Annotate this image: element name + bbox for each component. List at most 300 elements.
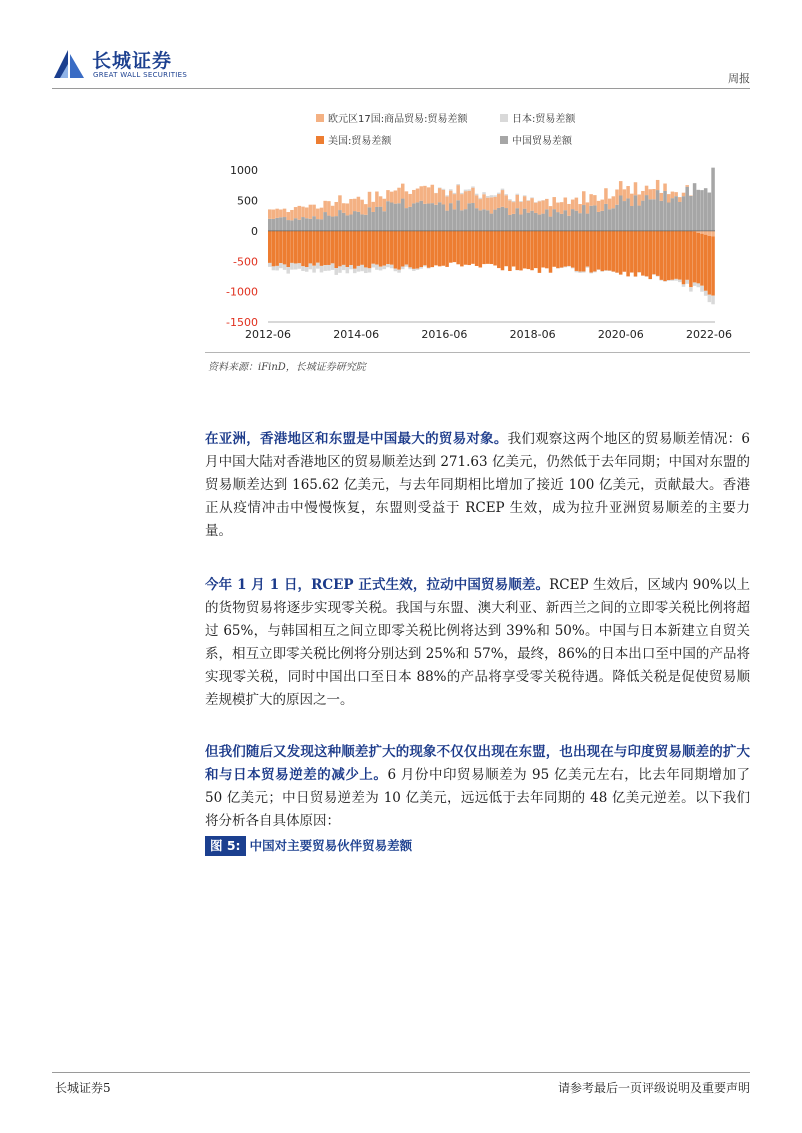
bar-us (368, 231, 372, 268)
bar-us (641, 231, 645, 276)
bar-china (323, 212, 327, 231)
bar-us (383, 231, 387, 266)
bar-china (667, 202, 671, 230)
bar-china (612, 208, 616, 231)
bar-japan (423, 265, 427, 266)
bar-japan (353, 269, 357, 273)
bar-us (471, 231, 475, 264)
bar-japan (593, 271, 597, 272)
bar-euro (427, 187, 431, 203)
bar-euro (482, 194, 486, 209)
bar-euro (290, 210, 294, 220)
bar-us (279, 231, 283, 263)
bar-euro (442, 190, 446, 205)
bar-euro (615, 189, 619, 204)
bar-japan (371, 264, 375, 268)
bar-china (623, 201, 627, 231)
bar-japan (290, 263, 294, 270)
bar-euro (471, 188, 475, 203)
bar-china (449, 203, 453, 231)
bar-japan (571, 268, 575, 269)
bar-china (549, 217, 553, 231)
bar-china (394, 204, 398, 231)
bar-us (519, 231, 523, 271)
bar-china (479, 210, 483, 231)
bar-china (442, 204, 446, 230)
bar-china (552, 209, 556, 231)
bar-china (649, 199, 653, 231)
bar-us (619, 231, 623, 275)
bar-japan (497, 193, 501, 194)
x-tick-label: 2012-06 (245, 328, 291, 341)
bar-us (545, 231, 549, 268)
bar-us (497, 231, 501, 268)
bar-china (286, 220, 290, 231)
bar-euro (423, 186, 427, 204)
bar-china (327, 216, 331, 231)
legend-label: 欧元区17国:商品贸易:贸易差额 (328, 114, 468, 125)
bar-euro (626, 186, 630, 198)
bar-us (649, 231, 653, 279)
bar-us (283, 231, 287, 265)
bar-euro (608, 199, 612, 210)
bar-china (589, 206, 593, 231)
bar-euro (431, 185, 435, 203)
bar-china (268, 219, 272, 231)
bar-us (593, 231, 597, 272)
bar-euro (501, 190, 505, 207)
paragraph-rcep (205, 574, 750, 712)
bar-china (571, 209, 575, 231)
bar-us (615, 231, 619, 273)
bar-euro (623, 189, 627, 201)
bar-china (475, 208, 479, 231)
bar-japan (660, 280, 664, 281)
bar-japan (516, 194, 520, 195)
bar-euro (652, 189, 656, 199)
bar-japan (589, 273, 593, 274)
bar-china (678, 202, 682, 231)
bar-us (423, 231, 427, 265)
bar-china (512, 214, 516, 231)
bar-china (375, 207, 379, 231)
bar-euro (279, 210, 283, 218)
bar-china (338, 210, 342, 231)
x-tick-label: 2016-06 (421, 328, 468, 341)
bar-euro (663, 184, 667, 191)
bar-us (571, 231, 575, 268)
bar-euro (641, 191, 645, 201)
paragraph-body: RCEP 生效后，区域内 90%以上的货物贸易将逐步实现零关税。我国与东盟、澳大利亚、新西兰之间的立即零关税比例将超过 65%，与韩国相互之间立即零关税比例将达到 39%和 50%。中国与日本新建立自贸关系，相互立即零关税比例将分别达到 25%和 57%，最终，86%的日本出口至中国的产品将实现零关税，同时中国出口至日本 88%的产品将享受零关税待遇。降低关税是促使贸易顺差规模扩大的原因之一。 (205, 577, 750, 708)
bar-china (312, 216, 316, 231)
bar-euro (268, 209, 272, 218)
bar-china (556, 212, 560, 231)
bar-euro (357, 197, 361, 212)
bar-euro (549, 206, 553, 216)
bar-japan (416, 269, 420, 270)
bar-china (538, 215, 542, 231)
bar-us (660, 231, 664, 280)
bar-us (560, 231, 564, 268)
bar-china (401, 199, 405, 231)
bar-us (516, 231, 520, 270)
bar-euro (371, 202, 375, 212)
bar-japan (663, 281, 667, 282)
bar-euro (301, 207, 305, 217)
bar-us (301, 231, 305, 266)
bar-japan (375, 265, 379, 270)
chart-legend (316, 112, 576, 147)
bar-china (431, 203, 435, 231)
bar-china (530, 211, 534, 231)
bar-japan (656, 276, 660, 277)
bar-china (634, 195, 638, 231)
legend-swatch (316, 114, 324, 122)
bar-euro (612, 196, 616, 208)
bar-japan (419, 267, 423, 269)
bar-japan (523, 195, 527, 196)
bar-euro (671, 192, 675, 199)
bar-euro (375, 192, 379, 207)
bar-japan (586, 267, 590, 268)
bar-euro (449, 191, 453, 204)
bar-us (275, 231, 279, 266)
bar-euro (475, 195, 479, 208)
bar-us (305, 231, 309, 267)
bar-us (442, 231, 446, 266)
bar-japan (298, 263, 302, 269)
bar-euro (405, 191, 409, 208)
legend-swatch (500, 136, 508, 144)
great-wall-logo-icon (52, 48, 86, 82)
bar-us (689, 231, 693, 287)
bar-japan (342, 265, 346, 270)
bar-euro (619, 181, 623, 195)
bar-china (641, 201, 645, 231)
bar-euro (467, 191, 471, 203)
bar-us (582, 231, 586, 272)
bar-japan (582, 271, 586, 272)
bar-euro (708, 231, 712, 236)
bar-japan (453, 193, 457, 194)
bar-japan (386, 264, 390, 267)
bar-us (671, 231, 675, 280)
bar-china (660, 201, 664, 231)
bar-china (708, 193, 712, 231)
bar-china (674, 196, 678, 231)
bar-japan (678, 280, 682, 282)
bar-china (534, 213, 538, 231)
bar-us (604, 231, 608, 271)
bar-us (656, 231, 660, 276)
x-tick-label: 2022-06 (686, 328, 732, 341)
bar-china (578, 213, 582, 231)
figure-title: 中国对主要贸易伙伴贸易差额 (249, 838, 413, 853)
bar-china (523, 209, 527, 231)
bar-us (667, 231, 671, 280)
bar-china (360, 214, 364, 230)
bar-china (298, 220, 302, 231)
bar-us (600, 231, 604, 271)
bar-us (349, 231, 353, 265)
bar-euro (564, 198, 568, 211)
bar-china (412, 203, 416, 231)
bar-us (700, 234, 704, 286)
bar-japan (286, 267, 290, 274)
bar-japan (279, 263, 283, 268)
bar-japan (427, 268, 431, 269)
bar-japan (364, 267, 368, 273)
bar-euro (434, 193, 438, 205)
bar-china (416, 202, 420, 231)
bar-japan (567, 266, 571, 267)
bar-japan (268, 263, 272, 267)
legend-label: 中国贸易差额 (512, 136, 572, 147)
bar-japan (360, 265, 364, 271)
bar-japan (294, 263, 298, 269)
bar-euro (589, 194, 593, 206)
bar-china (593, 205, 597, 230)
bar-us (541, 231, 545, 268)
bar-japan (671, 280, 675, 281)
bar-china (545, 209, 549, 231)
x-tick-label: 2020-06 (597, 328, 644, 341)
bar-euro (504, 195, 508, 208)
bar-japan (479, 198, 483, 199)
bar-us (486, 231, 490, 264)
bar-japan (501, 189, 505, 190)
bar-us (623, 231, 627, 272)
bar-china (357, 212, 361, 231)
bar-us (353, 231, 357, 269)
bar-japan (527, 200, 531, 201)
bar-china (600, 211, 604, 231)
bar-japan (578, 272, 582, 273)
bar-euro (700, 231, 704, 234)
bar-us (575, 231, 579, 271)
y-tick-label: -1000 (226, 285, 258, 299)
bar-japan (693, 282, 697, 285)
bar-euro (516, 195, 520, 208)
bar-china (575, 211, 579, 231)
bar-japan (471, 186, 475, 187)
bar-china (541, 214, 545, 231)
bar-euro (383, 199, 387, 211)
bar-euro (416, 189, 420, 203)
bar-us (357, 231, 361, 266)
bar-china (604, 204, 608, 231)
bar-euro (453, 194, 457, 209)
bar-japan (685, 280, 689, 284)
bar-japan (697, 283, 701, 287)
bar-china (453, 209, 457, 231)
bar-china (279, 217, 283, 231)
bar-china (309, 219, 313, 231)
bar-us (312, 231, 316, 266)
figure-caption (205, 836, 412, 856)
bar-euro (530, 198, 534, 211)
bar-us (578, 231, 582, 272)
bar-china (700, 190, 704, 231)
bar-japan (357, 266, 361, 272)
report-type: 周报 (728, 72, 750, 85)
figure-label: 图 5: (205, 836, 246, 856)
bar-china (290, 220, 294, 231)
bar-china (682, 196, 686, 231)
bar-us (464, 231, 468, 265)
bar-japan (508, 199, 512, 200)
bar-euro (508, 200, 512, 215)
bar-japan (482, 192, 486, 194)
bar-china (379, 207, 383, 231)
bar-euro (283, 209, 287, 217)
y-tick-label: 500 (237, 194, 258, 208)
bar-euro (390, 192, 394, 203)
bar-china (508, 215, 512, 231)
bar-japan (334, 268, 338, 275)
bar-china (497, 208, 501, 231)
bar-japan (397, 270, 401, 273)
bar-china (586, 214, 590, 231)
bar-euro (512, 202, 516, 214)
bar-japan (412, 269, 416, 271)
legend-label: 日本:贸易差额 (512, 114, 576, 125)
bar-japan (445, 195, 449, 196)
bar-euro (479, 199, 483, 210)
bar-china (564, 210, 568, 231)
chart-svg (210, 108, 750, 348)
bar-us (678, 231, 682, 280)
bar-japan (349, 265, 353, 269)
bar-us (493, 231, 497, 266)
bar-euro (519, 202, 523, 215)
bar-japan (401, 267, 405, 270)
bar-euro (309, 205, 313, 219)
bar-china (294, 218, 298, 231)
bar-japan (301, 266, 305, 271)
chart-source: 资料来源：iFinD，长城证券研究院 (208, 362, 366, 373)
bar-china (519, 215, 523, 231)
bar-japan (338, 266, 342, 272)
bar-us (456, 231, 460, 264)
bar-us (334, 231, 338, 268)
bar-japan (475, 194, 479, 196)
bar-japan (309, 263, 313, 269)
bar-euro (637, 194, 641, 205)
bar-euro (630, 194, 634, 206)
bar-us (567, 231, 571, 266)
bar-japan (538, 201, 542, 202)
bar-euro (527, 201, 531, 213)
paragraph-body: 我们观察这两个地区的贸易顺差情况：6 月中国大陆对香港地区的贸易顺差达到 271.63 亿美元，仍然低于去年同期；中国对东盟的贸易顺差达到 165.62 亿美元，与去年同期相比增加了接近 100 亿美元，贡献最大。香港正从疫情冲击中慢慢恢复，东盟则受益于 RCEP 生效，成为拉升亚洲贸易顺差的主要力量。 (205, 431, 751, 539)
bar-china (615, 205, 619, 231)
bar-japan (312, 266, 316, 273)
bar-japan (700, 286, 704, 292)
bar-us (645, 231, 649, 277)
bar-euro (586, 202, 590, 213)
bar-us (549, 231, 553, 273)
bar-us (431, 231, 435, 267)
bar-us (475, 231, 479, 266)
bar-euro (445, 196, 449, 210)
bar-us (674, 231, 678, 279)
bar-euro (541, 200, 545, 213)
bar-us (512, 231, 516, 267)
bar-us (693, 231, 697, 282)
bar-japan (711, 296, 715, 305)
bar-euro (360, 200, 364, 215)
bar-japan (316, 263, 320, 269)
bar-china (320, 219, 324, 231)
bar-us (467, 231, 471, 265)
bar-us (386, 231, 390, 264)
bar-us (379, 231, 383, 267)
bar-euro (660, 193, 664, 201)
bar-japan (331, 263, 335, 270)
bar-china (663, 191, 667, 231)
bar-us (626, 231, 630, 277)
bar-us (394, 231, 398, 269)
bar-euro (682, 193, 686, 196)
bar-euro (298, 206, 302, 220)
bar-euro (523, 196, 527, 208)
bar-japan (512, 201, 516, 202)
bar-us (416, 231, 420, 269)
bar-euro (272, 210, 276, 219)
y-tick-label: 0 (251, 224, 258, 238)
y-tick-label: -1500 (226, 316, 258, 329)
bar-japan (323, 265, 327, 271)
x-tick-label: 2018-06 (509, 328, 556, 341)
bar-euro (497, 194, 501, 208)
bar-japan (467, 189, 471, 190)
legend-swatch (316, 136, 324, 144)
bar-us (445, 231, 449, 267)
bar-china (685, 187, 689, 231)
bar-china (493, 210, 497, 231)
bar-us (708, 236, 712, 295)
footer-divider (52, 1072, 750, 1073)
bar-us (482, 231, 486, 264)
bar-euro (275, 209, 279, 218)
bar-euro (349, 199, 353, 215)
paragraph-india-japan (205, 741, 750, 833)
x-tick-label: 2014-06 (333, 328, 380, 341)
bar-euro (678, 197, 682, 202)
bar-euro (600, 200, 604, 211)
bar-japan (689, 287, 693, 291)
bar-us (331, 231, 335, 263)
bar-us (316, 231, 320, 263)
bar-us (685, 231, 689, 280)
bar-japan (408, 267, 412, 269)
bar-euro (334, 202, 338, 216)
bar-japan (275, 266, 279, 271)
bar-euro (408, 194, 412, 207)
legend-label: 美国:贸易差额 (328, 136, 392, 147)
bar-us (419, 231, 423, 267)
bar-euro (460, 194, 464, 210)
bar-euro (397, 188, 401, 204)
bar-china (619, 195, 623, 230)
bar-us (408, 231, 412, 268)
bar-euro (545, 199, 549, 209)
bar-china (637, 206, 641, 231)
page-header (0, 0, 802, 92)
bar-euro (327, 201, 331, 215)
bar-us (375, 231, 379, 265)
footer-disclaimer: 请参考最后一页评级说明及重要声明 (557, 1081, 750, 1095)
